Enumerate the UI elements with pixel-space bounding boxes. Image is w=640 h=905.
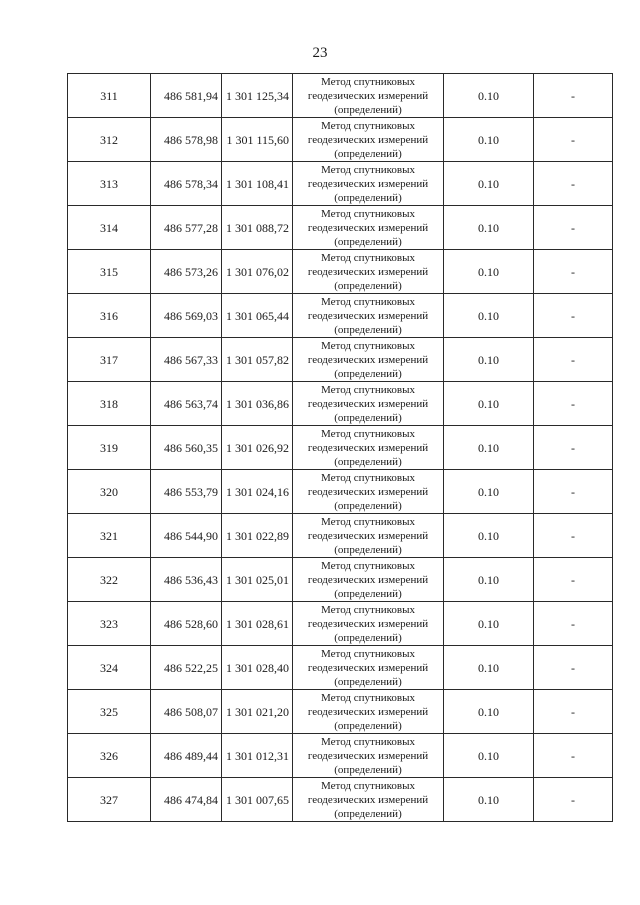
method-cell — [293, 162, 444, 206]
method-cell — [293, 602, 444, 646]
method-text-line: Метод спутниковых — [321, 75, 415, 88]
accuracy-cell: 0.10 — [444, 778, 534, 822]
y-coordinate-cell: 1 301 057,82 — [222, 338, 293, 382]
accuracy-cell: 0.10 — [444, 382, 534, 426]
accuracy-cell: 0.10 — [444, 470, 534, 514]
coordinates-table — [67, 73, 613, 822]
method-text-line: (определений) — [334, 147, 402, 160]
page-number: 23 — [312, 45, 328, 61]
method-text-line: Метод спутниковых — [321, 603, 415, 616]
method-text-line: геодезических измерений — [307, 661, 429, 674]
point-number-cell: 324 — [68, 646, 151, 690]
note-cell: - — [534, 514, 613, 558]
x-coordinate-cell: 486 544,90 — [151, 514, 222, 558]
table-row — [68, 74, 613, 118]
note-cell: - — [534, 470, 613, 514]
point-number-cell: 320 — [68, 470, 151, 514]
note-cell: - — [534, 558, 613, 602]
method-text-line: Метод спутниковых — [321, 207, 415, 220]
method-text-line: геодезических измерений — [307, 529, 429, 542]
method-text-line: геодезических измерений — [307, 573, 429, 586]
method-cell — [293, 690, 444, 734]
method-text-line: Метод спутниковых — [321, 163, 415, 176]
point-number-cell: 312 — [68, 118, 151, 162]
x-coordinate-cell: 486 560,35 — [151, 426, 222, 470]
method-text-line: (определений) — [334, 543, 402, 556]
note-cell: - — [534, 382, 613, 426]
method-text-line: (определений) — [334, 719, 402, 732]
note-cell: - — [534, 646, 613, 690]
method-text-line: Метод спутниковых — [321, 339, 415, 352]
method-text-line: Метод спутниковых — [321, 559, 415, 572]
point-number-cell: 311 — [68, 74, 151, 118]
note-cell: - — [534, 338, 613, 382]
x-coordinate-cell: 486 489,44 — [151, 734, 222, 778]
method-text-line: геодезических измерений — [307, 353, 429, 366]
method-text-line: геодезических измерений — [307, 441, 429, 454]
table-row — [68, 426, 613, 470]
method-text-line: (определений) — [334, 763, 402, 776]
method-text-line: Метод спутниковых — [321, 427, 415, 440]
point-number-cell: 327 — [68, 778, 151, 822]
method-text-line: геодезических измерений — [307, 749, 429, 762]
x-coordinate-cell: 486 522,25 — [151, 646, 222, 690]
method-text-line: геодезических измерений — [307, 705, 429, 718]
point-number-cell: 316 — [68, 294, 151, 338]
method-text-line: Метод спутниковых — [321, 779, 415, 792]
table-row — [68, 338, 613, 382]
x-coordinate-cell: 486 536,43 — [151, 558, 222, 602]
method-cell — [293, 514, 444, 558]
method-text-line: (определений) — [334, 631, 402, 644]
method-text-line: геодезических измерений — [307, 793, 429, 806]
accuracy-cell: 0.10 — [444, 74, 534, 118]
point-number-cell: 318 — [68, 382, 151, 426]
method-text-line: геодезических измерений — [307, 221, 429, 234]
accuracy-cell: 0.10 — [444, 162, 534, 206]
point-number-cell: 323 — [68, 602, 151, 646]
method-cell — [293, 74, 444, 118]
method-text-line: Метод спутниковых — [321, 383, 415, 396]
method-text-line: (определений) — [334, 323, 402, 336]
method-cell — [293, 426, 444, 470]
table-row — [68, 602, 613, 646]
y-coordinate-cell: 1 301 065,44 — [222, 294, 293, 338]
method-text-line: (определений) — [334, 587, 402, 600]
table-row — [68, 294, 613, 338]
note-cell: - — [534, 734, 613, 778]
accuracy-cell: 0.10 — [444, 514, 534, 558]
method-text-line: Метод спутниковых — [321, 295, 415, 308]
point-number-cell: 313 — [68, 162, 151, 206]
x-coordinate-cell: 486 563,74 — [151, 382, 222, 426]
y-coordinate-cell: 1 301 028,40 — [222, 646, 293, 690]
method-text-line: геодезических измерений — [307, 309, 429, 322]
x-coordinate-cell: 486 553,79 — [151, 470, 222, 514]
point-number-cell: 315 — [68, 250, 151, 294]
method-cell — [293, 382, 444, 426]
method-text-line: (определений) — [334, 807, 402, 820]
method-text-line: (определений) — [334, 235, 402, 248]
method-text-line: (определений) — [334, 411, 402, 424]
method-cell — [293, 294, 444, 338]
y-coordinate-cell: 1 301 115,60 — [222, 118, 293, 162]
table-row — [68, 514, 613, 558]
point-number-cell: 319 — [68, 426, 151, 470]
y-coordinate-cell: 1 301 028,61 — [222, 602, 293, 646]
method-text-line: Метод спутниковых — [321, 119, 415, 132]
y-coordinate-cell: 1 301 021,20 — [222, 690, 293, 734]
note-cell: - — [534, 426, 613, 470]
table-row — [68, 690, 613, 734]
table-row — [68, 646, 613, 690]
note-cell: - — [534, 74, 613, 118]
accuracy-cell: 0.10 — [444, 646, 534, 690]
accuracy-cell: 0.10 — [444, 426, 534, 470]
y-coordinate-cell: 1 301 025,01 — [222, 558, 293, 602]
method-text-line: (определений) — [334, 455, 402, 468]
table-row — [68, 382, 613, 426]
method-text-line: Метод спутниковых — [321, 735, 415, 748]
method-text-line: (определений) — [334, 279, 402, 292]
y-coordinate-cell: 1 301 026,92 — [222, 426, 293, 470]
note-cell: - — [534, 690, 613, 734]
accuracy-cell: 0.10 — [444, 294, 534, 338]
method-cell — [293, 206, 444, 250]
method-text-line: Метод спутниковых — [321, 691, 415, 704]
method-text-line: (определений) — [334, 499, 402, 512]
coordinates-table-body — [68, 74, 613, 822]
y-coordinate-cell: 1 301 007,65 — [222, 778, 293, 822]
point-number-cell: 321 — [68, 514, 151, 558]
method-cell — [293, 338, 444, 382]
x-coordinate-cell: 486 578,98 — [151, 118, 222, 162]
note-cell: - — [534, 778, 613, 822]
x-coordinate-cell: 486 573,26 — [151, 250, 222, 294]
y-coordinate-cell: 1 301 108,41 — [222, 162, 293, 206]
point-number-cell: 317 — [68, 338, 151, 382]
method-text-line: геодезических измерений — [307, 485, 429, 498]
point-number-cell: 322 — [68, 558, 151, 602]
method-cell — [293, 558, 444, 602]
note-cell: - — [534, 162, 613, 206]
method-cell — [293, 734, 444, 778]
method-text-line: (определений) — [334, 675, 402, 688]
note-cell: - — [534, 206, 613, 250]
y-coordinate-cell: 1 301 024,16 — [222, 470, 293, 514]
accuracy-cell: 0.10 — [444, 602, 534, 646]
table-row — [68, 778, 613, 822]
x-coordinate-cell: 486 581,94 — [151, 74, 222, 118]
method-text-line: (определений) — [334, 191, 402, 204]
method-text-line: геодезических измерений — [307, 89, 429, 102]
accuracy-cell: 0.10 — [444, 118, 534, 162]
table-row — [68, 118, 613, 162]
y-coordinate-cell: 1 301 076,02 — [222, 250, 293, 294]
method-cell — [293, 778, 444, 822]
accuracy-cell: 0.10 — [444, 338, 534, 382]
x-coordinate-cell: 486 578,34 — [151, 162, 222, 206]
y-coordinate-cell: 1 301 012,31 — [222, 734, 293, 778]
table-row — [68, 162, 613, 206]
y-coordinate-cell: 1 301 125,34 — [222, 74, 293, 118]
method-text-line: геодезических измерений — [307, 397, 429, 410]
method-cell — [293, 470, 444, 514]
method-text-line: Метод спутниковых — [321, 647, 415, 660]
table-row — [68, 734, 613, 778]
note-cell: - — [534, 118, 613, 162]
point-number-cell: 326 — [68, 734, 151, 778]
accuracy-cell: 0.10 — [444, 734, 534, 778]
accuracy-cell: 0.10 — [444, 558, 534, 602]
x-coordinate-cell: 486 567,33 — [151, 338, 222, 382]
note-cell: - — [534, 602, 613, 646]
x-coordinate-cell: 486 474,84 — [151, 778, 222, 822]
point-number-cell: 325 — [68, 690, 151, 734]
method-text-line: геодезических измерений — [307, 265, 429, 278]
method-text-line: геодезических измерений — [307, 133, 429, 146]
method-text-line: (определений) — [334, 367, 402, 380]
method-text-line: геодезических измерений — [307, 617, 429, 630]
method-text-line: (определений) — [334, 103, 402, 116]
table-row — [68, 250, 613, 294]
y-coordinate-cell: 1 301 036,86 — [222, 382, 293, 426]
method-text-line: Метод спутниковых — [321, 515, 415, 528]
accuracy-cell: 0.10 — [444, 250, 534, 294]
method-cell — [293, 118, 444, 162]
y-coordinate-cell: 1 301 088,72 — [222, 206, 293, 250]
method-text-line: геодезических измерений — [307, 177, 429, 190]
x-coordinate-cell: 486 528,60 — [151, 602, 222, 646]
y-coordinate-cell: 1 301 022,89 — [222, 514, 293, 558]
x-coordinate-cell: 486 577,28 — [151, 206, 222, 250]
accuracy-cell: 0.10 — [444, 690, 534, 734]
accuracy-cell: 0.10 — [444, 206, 534, 250]
method-cell — [293, 250, 444, 294]
note-cell: - — [534, 294, 613, 338]
table-row — [68, 470, 613, 514]
table-row — [68, 558, 613, 602]
point-number-cell: 314 — [68, 206, 151, 250]
method-cell — [293, 646, 444, 690]
x-coordinate-cell: 486 508,07 — [151, 690, 222, 734]
note-cell: - — [534, 250, 613, 294]
x-coordinate-cell: 486 569,03 — [151, 294, 222, 338]
method-text-line: Метод спутниковых — [321, 471, 415, 484]
method-text-line: Метод спутниковых — [321, 251, 415, 264]
table-row — [68, 206, 613, 250]
